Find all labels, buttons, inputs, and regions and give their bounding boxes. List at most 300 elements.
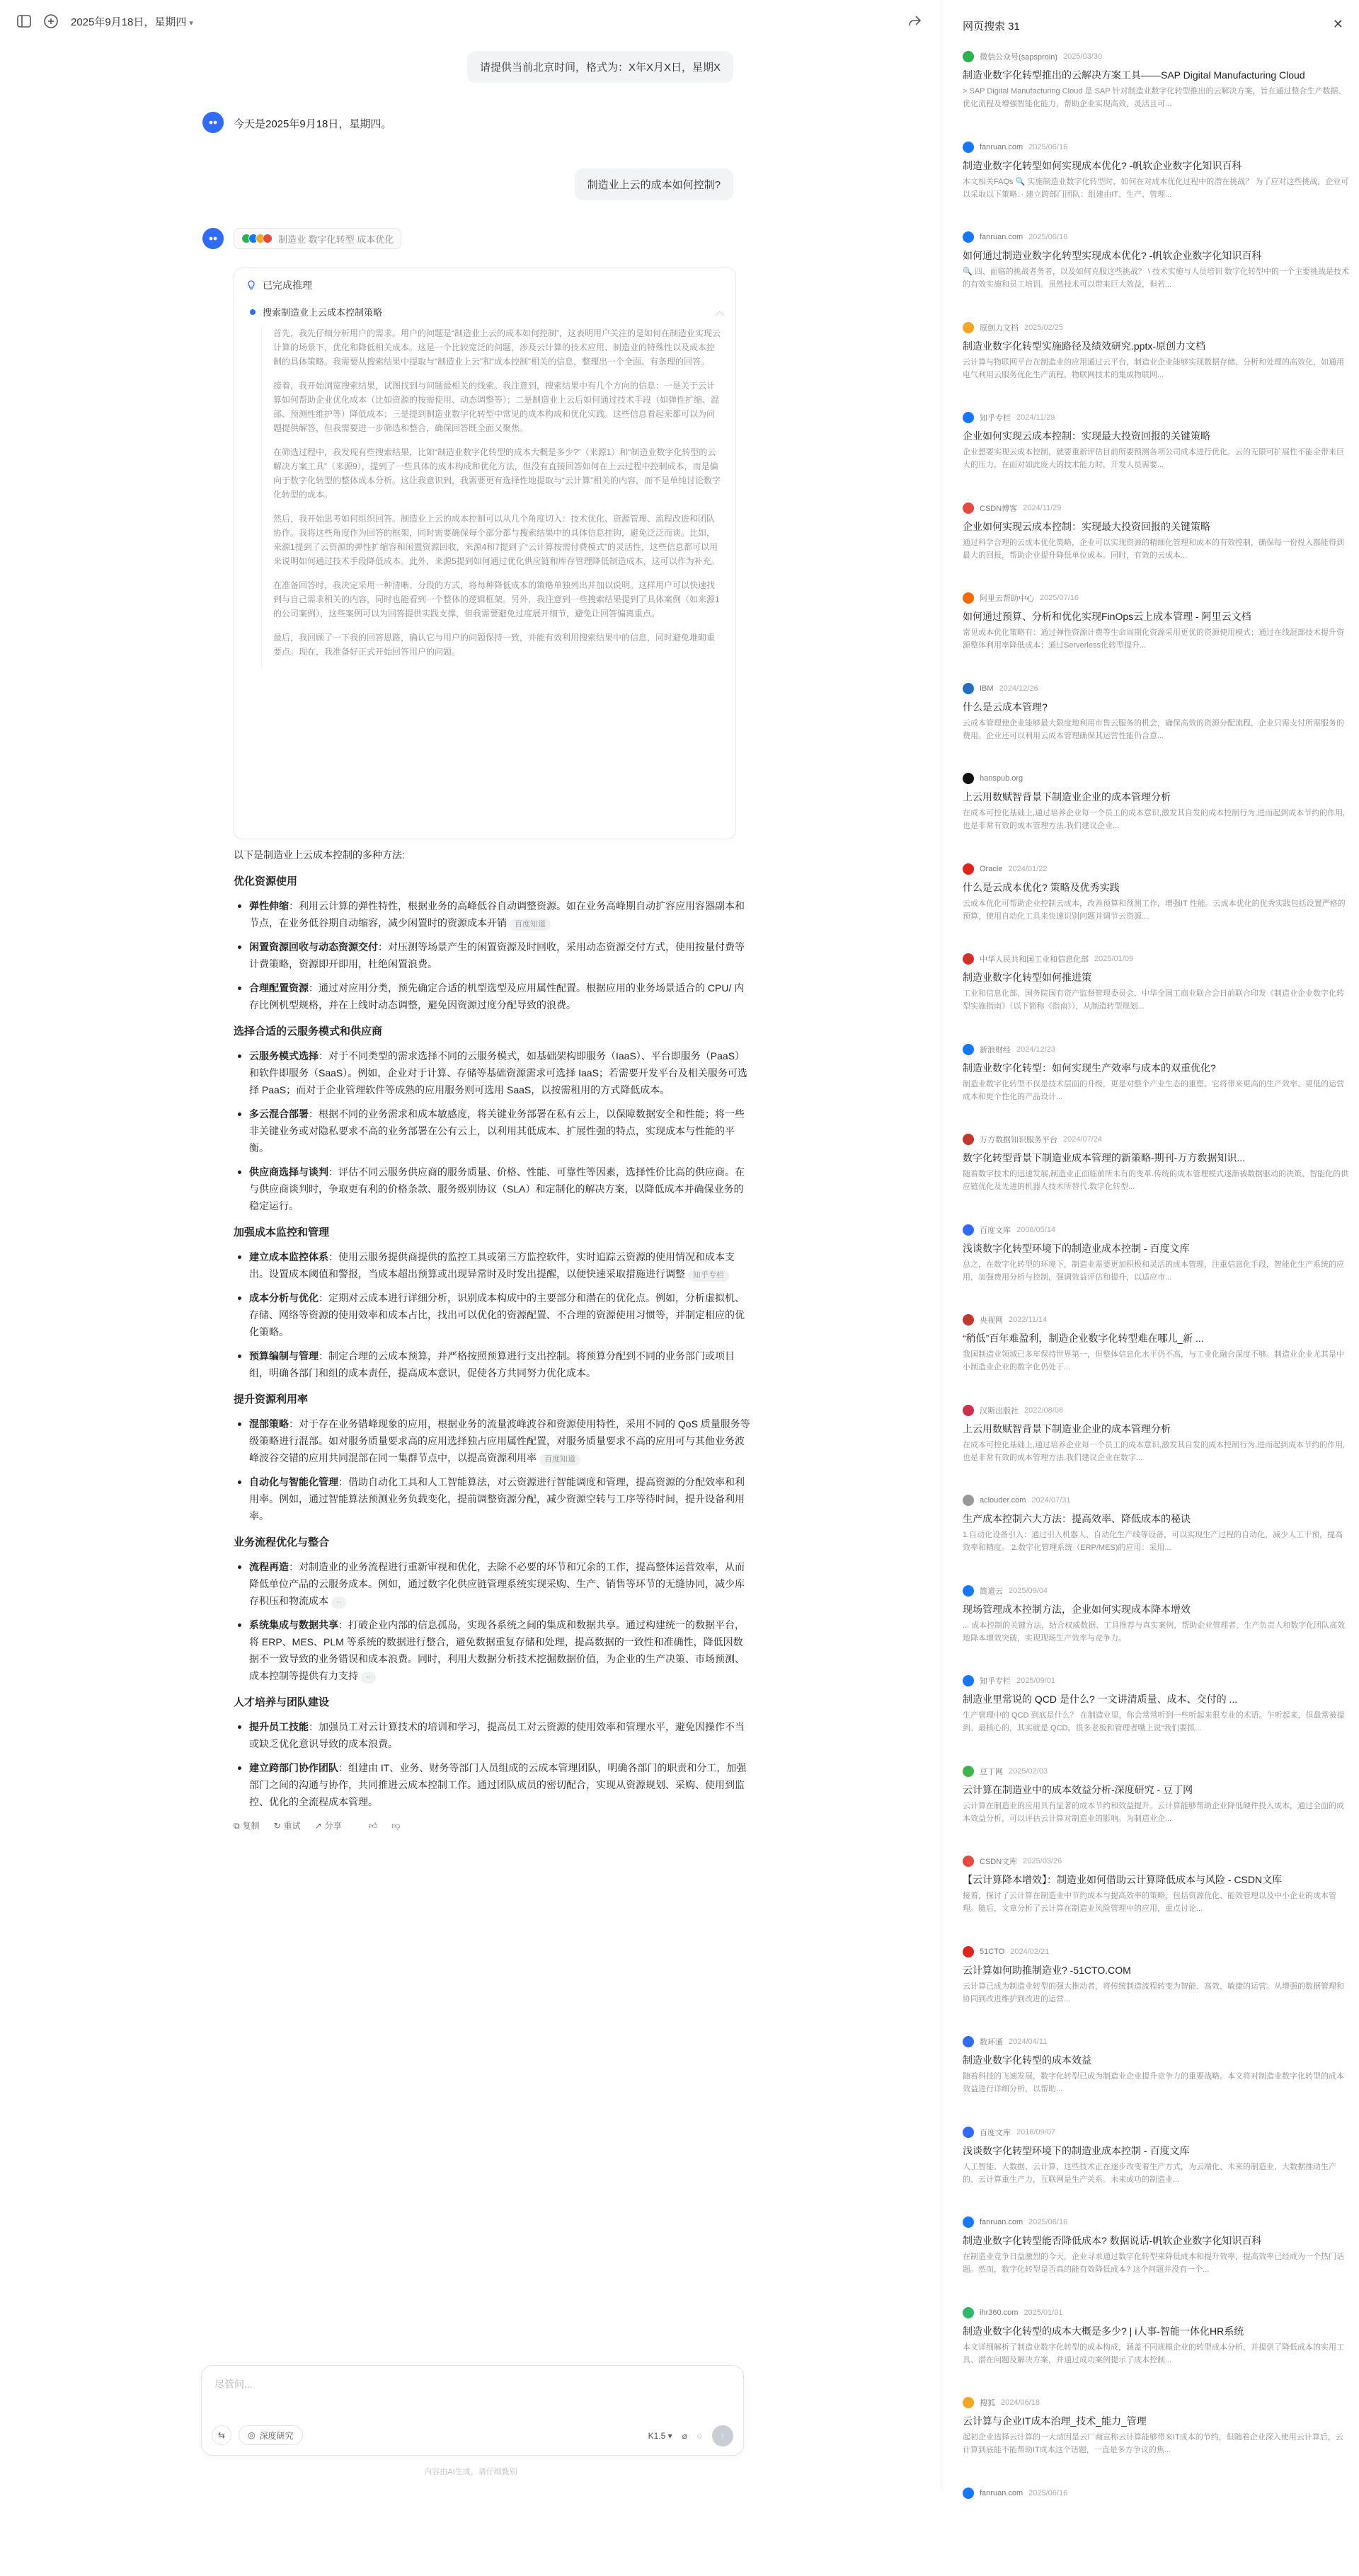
reasoning-header[interactable] bbox=[246, 278, 312, 292]
result-snippet: 人工智能、大数据、云计算，这些技术正在逐步改变着生产方式，为云端化、未来的制造业，大数据推动生产的、云计算重生产力，互联网是生产关系。未来成功的制造业... bbox=[963, 2161, 1349, 2186]
reasoning-paragraph: 首先，我先仔细分析用户的需求。用户的问题是“制造业上云的成本如何控制”，这表明用户关注的是如何在制造业实现云计算的场景下，优化和降低相关成本。这是一个比较宽泛的问题，涉及云计算的技术应用、制造业的特殊性以及成本控制的具体策略。我需要从搜索结果中提取与“制造业上云”和“成本控制”相关的信息，整理出一个全面、有条理的回答。 bbox=[273, 326, 721, 369]
assistant-answer bbox=[234, 846, 750, 1834]
answer-item-text: 根据不同的业务需求和成本敏感度，将关键业务部署在私有云上，以保障数据安全和性能；将一些非关键业务或对隐私要求不高的业务部署在公有云上，以利用其低成本、扩展性强的特点，实现成本与性能的平衡。 bbox=[249, 1108, 745, 1154]
arrow-up-icon: ↑ bbox=[721, 2431, 725, 2441]
search-result-item[interactable] bbox=[963, 2125, 1349, 2216]
result-title[interactable]: 制造业数字化转型如何实现成本优化? -帆软企业数字化知识百科 bbox=[963, 159, 1349, 173]
search-result-item[interactable] bbox=[963, 1403, 1349, 1494]
search-results-list bbox=[963, 50, 1349, 2576]
search-result-item[interactable] bbox=[963, 2486, 1349, 2576]
result-snippet: 🔍 四、面临的挑战者务者，以及如何克服这些挑战？ \ 技术实施与人员培训 数字化转型中的一个主要挑战是技术的有效实施和员工培训。虽然技术可以带来巨大效益，但若... bbox=[963, 265, 1349, 291]
reasoning-paragraph: 在筛选过程中，我发现有些搜索结果，比如“制造业数字化转型的成本大概是多少?”（来源1）和“制造业数字化转型的云解决方案工具”（来源9），提到了一些具体的成本构成和优化方法，但没有直接回答如何在上云过程中控制成本，而是偏向于数字化转型的整体成本分析。这让我意识到，我需要更有选择性地提取与“云计算”相关的内容，而不是单纯讨论数字化转型的成本。 bbox=[273, 445, 721, 502]
answer-item-separator: ： bbox=[319, 1292, 328, 1304]
answer-item-term: 建立成本监控体系 bbox=[249, 1251, 328, 1263]
result-title[interactable]: 制造业数字化转型实施路径及绩效研究.pptx-原创力文档 bbox=[963, 339, 1349, 353]
answer-section-title: 业务流程优化与整合 bbox=[234, 1534, 750, 1551]
result-source: 知乎专栏 bbox=[980, 1675, 1011, 1686]
reasoning-status: 已完成推理 bbox=[263, 278, 312, 292]
result-meta bbox=[963, 1584, 1349, 1598]
result-source: aclouder.com bbox=[980, 1496, 1026, 1505]
screenshot-icon[interactable]: ◌ bbox=[697, 2431, 702, 2441]
result-source: 百度文库 bbox=[980, 1224, 1011, 1236]
result-date: 2022/11/14 bbox=[1009, 1316, 1047, 1324]
answer-item-term: 合理配置资源 bbox=[249, 982, 309, 994]
answer-item-separator: ： bbox=[289, 1561, 299, 1572]
result-date: 2025/02/25 bbox=[1024, 323, 1063, 332]
answer-item-text: 对于存在业务错峰现象的应用，根据业务的流量波峰波谷和资源使用特性，采用不同的 QoS 质量服务等级策略进行混部。如对服务质量要求高的应用选择独占应用属性配置，对服务质量要求不高的应用可与其他业务波峰波谷交错的应用共同混部在同一集群节点中，以提高资源利用率 bbox=[249, 1418, 750, 1464]
result-source: 知乎专栏 bbox=[980, 412, 1011, 423]
source-favicon-icon bbox=[963, 1766, 974, 1777]
source-favicon-icon bbox=[963, 1224, 974, 1236]
result-title[interactable]: 现场管理成本控制方法，企业如何实现成本降本增效 bbox=[963, 1602, 1349, 1616]
answer-item-text: 通过对应用分类，预先确定合适的机型选型及应用属性配置。根据应用的业务场景适合的 CPU/ 内存比例机型规格，并在上线时动态调整，避免因资源过度分配导致的浪费。 bbox=[249, 982, 744, 1011]
search-result-item[interactable] bbox=[963, 1132, 1349, 1223]
answer-item-term: 云服务模式选择 bbox=[249, 1050, 319, 1062]
source-favicons bbox=[241, 234, 273, 243]
source-favicon-icon bbox=[963, 1495, 974, 1506]
search-result-item[interactable] bbox=[963, 1313, 1349, 1403]
answer-list bbox=[234, 1047, 750, 1214]
composer-left-tools bbox=[212, 2425, 303, 2445]
result-source: IBM bbox=[980, 684, 994, 693]
copy-label: 复制 bbox=[243, 1817, 260, 1834]
reasoning-paragraph: 在准备回答时，我决定采用一种清晰、分段的方式，将每种降低成本的策略单独列出并加以说明。这样用户可以快速找到与自己需求相关的内容，同时也能看到一个整体的逻辑框架。另外，我注意到一些搜索结果提到了具体案例（如来源1的公司案例），这些案例可以为回答提供实践支撑，但我需要避免过度展开细节，避免让回答偏离重点。 bbox=[273, 578, 721, 621]
citation-tag[interactable]: 知乎专栏 bbox=[688, 1270, 729, 1282]
result-date: 2024/07/31 bbox=[1031, 1496, 1070, 1505]
result-snippet: 云计算与物联网平台在制造业的应用通过云平台，制造业企业能够实现数据存储、分析和处理的高效化，如通用电气利用云服务优化生产流程，物联网技术的集成物联网... bbox=[963, 356, 1349, 381]
answer-sections bbox=[234, 873, 750, 1810]
result-title[interactable]: 上云用数赋智背景下制造业企业的成本管理分析 bbox=[963, 790, 1349, 804]
result-source: 简道云 bbox=[980, 1585, 1003, 1597]
answer-section-title: 人才培养与团队建设 bbox=[234, 1694, 750, 1711]
result-title[interactable]: 制造业里常说的 QCD 是什么? 一文讲清质量、成本、交付的 ... bbox=[963, 1692, 1349, 1706]
result-source: 央视网 bbox=[980, 1314, 1003, 1326]
citation-tag[interactable]: ·· bbox=[331, 1597, 346, 1609]
answer-list-item bbox=[234, 1289, 750, 1340]
search-result-item[interactable] bbox=[963, 2396, 1349, 2486]
answer-item-text: 借助自动化工具和人工智能算法，对云资源进行智能调度和管理，提高资源的分配效率和利用率。例如，通过智能算法预测业务负载变化，提前调整资源分配，减少资源空转与工序等待时间，提升设备利用率。 bbox=[249, 1476, 745, 1522]
source-favicon-icon bbox=[963, 1044, 974, 1055]
result-source: fanruan.com bbox=[980, 233, 1023, 241]
result-snippet: 在制造业竞争日益激烈的今天，企业寻求通过数字化转型来降低成本和提升效率，提高效率已经成为一个热门话题。然而，数字化转型是否真的能有效降低成本? 这个问题并没有一个... bbox=[963, 2250, 1349, 2276]
result-title[interactable]: 企业如何实现云成本控制：实现最大投资回报的关键策略 bbox=[963, 519, 1349, 534]
web-search-header: 网页搜索 31 bbox=[963, 18, 1020, 33]
result-snippet: > SAP Digital Manufacturing Cloud 是 SAP 针对制造业数字化转型推出的云解决方案，旨在通过整合生产数据、优化流程及增强智能化能力，帮助企业实现高效、灵活且可... bbox=[963, 85, 1349, 110]
search-result-item[interactable] bbox=[963, 1764, 1349, 1855]
answer-item-term: 系统集成与数据共享 bbox=[249, 1619, 338, 1631]
answer-item-separator: ： bbox=[338, 1476, 348, 1488]
source-favicon-icon bbox=[963, 953, 974, 965]
result-date: 2025/01/09 bbox=[1094, 955, 1133, 963]
composer-right-tools bbox=[648, 2425, 733, 2446]
thumbs-down-icon[interactable]: 👎︎ bbox=[391, 1817, 400, 1834]
message-actions bbox=[234, 1817, 750, 1834]
source-favicon-icon bbox=[263, 234, 273, 243]
result-meta bbox=[963, 1132, 1349, 1146]
answer-item-separator: ： bbox=[328, 1166, 338, 1178]
source-favicon-icon bbox=[963, 412, 974, 423]
source-favicon-icon bbox=[963, 1405, 974, 1416]
assistant-logo-icon bbox=[206, 231, 220, 246]
citation-tag[interactable]: 百度知道 bbox=[510, 919, 551, 931]
result-source: 新浪财经 bbox=[980, 1044, 1011, 1055]
result-source: fanruan.com bbox=[980, 143, 1023, 151]
ai-disclaimer: 内容由AI生成，请仔细甄别 bbox=[0, 2466, 941, 2477]
retry-button[interactable] bbox=[274, 1817, 301, 1834]
source-favicon-icon bbox=[963, 502, 974, 514]
result-snippet: 随着数字技术的迅速发展,制造业正面临前所未有的变革.传统的成本管理模式逐渐被数据驱动的决策、智能化的供应链优化及先进的机器人技术所替代.数字化转型... bbox=[963, 1168, 1349, 1193]
result-title[interactable]: 【云计算降本增效】：制造业如何借助云计算降低成本与风险 - CSDN文库 bbox=[963, 1873, 1349, 1887]
reasoning-paragraph: 最后，我回顾了一下我的回答思路，确认它与用户的问题保持一致，并能有效利用搜索结果中的信息，同时避免堆砌重要点。现在，我准备好正式开始回答用户的问题。 bbox=[273, 631, 721, 659]
result-date: 2025/06/16 bbox=[1028, 143, 1067, 151]
answer-item-separator: ： bbox=[319, 1350, 328, 1362]
source-favicon-icon bbox=[963, 231, 974, 243]
result-title[interactable]: 浅谈数字化转型环境下的制造业成本控制 - 百度文库 bbox=[963, 1241, 1349, 1255]
result-date: 2024/02/21 bbox=[1010, 1948, 1049, 1956]
answer-list-item bbox=[234, 1163, 750, 1214]
result-title[interactable]: 云计算与企业IT成本治理_技术_能力_管理 bbox=[963, 2414, 1349, 2428]
result-date: 2024/06/18 bbox=[1001, 2398, 1040, 2407]
result-source: fanruan.com bbox=[980, 2218, 1023, 2226]
search-result-item[interactable] bbox=[963, 952, 1349, 1042]
result-title[interactable]: 企业如何实现云成本控制：实现最大投资回报的关键策略 bbox=[963, 429, 1349, 443]
source-favicon-icon bbox=[963, 1585, 974, 1597]
answer-list bbox=[234, 1558, 750, 1684]
result-date: 2025/03/30 bbox=[1063, 52, 1102, 61]
result-meta bbox=[963, 2306, 1349, 2320]
result-source: 阿里云帮助中心 bbox=[980, 592, 1034, 604]
source-favicon-icon bbox=[963, 2397, 974, 2408]
answer-item-term: 提升员工技能 bbox=[249, 1721, 309, 1732]
result-snippet: 在成本可控化基础上,通过培养企业每一个员工的成本意识,激发其自发的成本控制行为,进而起到成本节约的作用,也是非常有效的成本管理方法.我们建议企业在数字... bbox=[963, 1439, 1349, 1464]
source-favicon-icon bbox=[963, 683, 974, 694]
source-favicon-icon bbox=[963, 1856, 974, 1867]
result-source: fanruan.com bbox=[980, 2489, 1023, 2497]
search-result-item[interactable] bbox=[963, 771, 1349, 862]
source-favicon-icon bbox=[963, 1675, 974, 1686]
answer-list-item bbox=[234, 1759, 750, 1810]
result-meta bbox=[963, 230, 1349, 244]
answer-item-separator: ： bbox=[328, 1251, 338, 1263]
answer-item-text: 对压测等场景产生的闲置资源及时回收，采用动态资源交付方式，使用按量付费等计费策略，资源即开即用，杜绝闲置浪费。 bbox=[249, 941, 745, 970]
deep-research-icon: ◎ bbox=[248, 2430, 255, 2440]
result-meta bbox=[963, 682, 1349, 696]
reasoning-step[interactable] bbox=[250, 305, 724, 318]
answer-item-separator: ： bbox=[319, 1050, 328, 1062]
result-date: 2024/11/29 bbox=[1016, 413, 1055, 422]
result-meta bbox=[963, 2125, 1349, 2139]
result-title[interactable]: 云计算如何助推制造业? -51CTO.COM bbox=[963, 1963, 1349, 1977]
answer-item-text: 定期对云成本进行详细分析，识别成本构成中的主要部分和潜在的优化点。例如，分析虚拟机、存储、网络等资源的使用效率和成本占比，找出可以优化的资源配置、不合理的资源使用习惯等，并制定相应的优化策略。 bbox=[249, 1292, 745, 1338]
answer-item-separator: ： bbox=[338, 1619, 348, 1631]
search-result-item[interactable] bbox=[963, 230, 1349, 321]
result-snippet: 随着科技的飞速发展，数字化转型已成为制造业企业提升竞争力的重要战略。本文将对制造业数字化转型的成本效益进行详细分析，以帮助... bbox=[963, 2070, 1349, 2095]
composer bbox=[201, 2365, 744, 2456]
web-search-panel bbox=[953, 0, 1359, 2488]
answer-list-item bbox=[234, 1415, 750, 1466]
step-dot-icon bbox=[250, 309, 256, 315]
reasoning-paragraph: 然后，我开始思考如何组织回答。制造业上云的成本控制可以从几个角度切入：技术优化、资源管理、流程改进和团队协作。我将这些角度作为回答的框架，同时需要确保每个部分都与搜索结果中的具体信息挂钩，避免泛泛而谈。比如，来源1提到了云资源的弹性扩缩容和闲置资源回收，来源4和7提到了“云计算按需付费模式”的灵活性，这些信息都可以用来说明如何通过技术手段降低成本。此外，来源5提到如何通过优化供应链和库存管理降低制造成本，这可以作为补充。 bbox=[273, 512, 721, 568]
answer-item-term: 流程再造 bbox=[249, 1561, 289, 1572]
search-result-item[interactable] bbox=[963, 2306, 1349, 2396]
result-meta bbox=[963, 1764, 1349, 1778]
conversation-title[interactable] bbox=[71, 14, 193, 29]
source-favicon-icon bbox=[963, 142, 974, 153]
result-meta bbox=[963, 1493, 1349, 1507]
result-source: Oracle bbox=[980, 865, 1002, 873]
deep-research-button[interactable] bbox=[239, 2425, 303, 2445]
result-date: 2025/07/16 bbox=[1040, 594, 1079, 602]
result-title[interactable]: 制造业数字化转型如何推进策 bbox=[963, 970, 1349, 984]
result-date: 2025/06/16 bbox=[1028, 233, 1067, 241]
answer-intro: 以下是制造业上云成本控制的多种方法: bbox=[234, 846, 750, 863]
result-meta bbox=[963, 410, 1349, 425]
result-snippet: 起初企业选择云计算的一大动因是云厂商宣称云计算能够带来IT成本的节约，但随着企业深入使用云计算后，云计算到底能不能帮助IT成本这个话题，一直是多方争议的焦... bbox=[963, 2431, 1349, 2456]
close-icon[interactable]: ✕ bbox=[1333, 17, 1343, 32]
chevron-up-icon[interactable]: ︿ bbox=[716, 305, 724, 317]
message-input[interactable] bbox=[214, 2377, 724, 2405]
answer-list-item bbox=[234, 1558, 750, 1609]
result-source: 万方数据知识服务平台 bbox=[980, 1134, 1057, 1145]
result-source: 原创力文档 bbox=[980, 322, 1019, 333]
result-snippet: 本文相关FAQs 🔍 实施制造业数字化转型时，如何在对成本优化过程中的潜在挑战？ 为了应对这些挑战，企业可以采取以下策略：· 建立跨部门团队：组建由IT、生产、管理... bbox=[963, 176, 1349, 201]
result-title[interactable]: 制造业数字化转型的成本大概是多少? | i人事-智能一体化HR系统 bbox=[963, 2324, 1349, 2338]
share-small-icon: ↗ bbox=[315, 1817, 322, 1834]
result-title[interactable]: 如何通过预算、分析和优化实现FinOps云上成本管理 - 阿里云文档 bbox=[963, 609, 1349, 623]
result-date: 2025/01/01 bbox=[1023, 2308, 1062, 2317]
result-title[interactable]: “稍低”百年难盈利，制造企业数字化转型难在哪儿_新 ... bbox=[963, 1331, 1349, 1345]
assistant-avatar bbox=[202, 228, 224, 249]
user-message: 请提供当前北京时间，格式为：X年X月X日，星期X bbox=[467, 51, 733, 83]
result-title[interactable]: 云计算在制造业中的成本效益分析-深度研究 - 豆丁网 bbox=[963, 1783, 1349, 1797]
result-meta bbox=[963, 771, 1349, 786]
result-source: 51CTO bbox=[980, 1948, 1004, 1956]
search-result-item[interactable] bbox=[963, 1674, 1349, 1764]
search-result-item[interactable] bbox=[963, 2215, 1349, 2306]
result-title[interactable]: 上云用数赋智背景下制造业企业的成本管理分析 bbox=[963, 1422, 1349, 1436]
search-result-item[interactable] bbox=[963, 1854, 1349, 1945]
result-date: 2018/09/07 bbox=[1016, 2128, 1055, 2137]
result-source: 中华人民共和国工业和信息化部 bbox=[980, 953, 1089, 965]
answer-item-text: 利用云计算的弹性特性，根据业务的高峰低谷自动调整资源。如在业务高峰期自动扩容应用容器副本和节点，在业务低谷期自动缩容，减少闲置时的资源成本开销 bbox=[249, 900, 745, 928]
result-snippet: 制造业数字化转型不仅是技术层面的升级，更是对整个产业生态的重塑。它将带来更高的生产效率、更低的运营成本和更个性化的产品设计... bbox=[963, 1078, 1349, 1103]
result-snippet: 在成本可控化基础上,通过培养企业每一个员工的成本意识,激发其自发的成本控制行为,进而起到成本节约的作用,也是非常有效的成本管理方法.我们建议企业... bbox=[963, 807, 1349, 832]
search-result-item[interactable] bbox=[963, 501, 1349, 592]
result-title[interactable]: 制造业数字化转型的成本效益 bbox=[963, 2053, 1349, 2067]
answer-item-separator: ： bbox=[309, 982, 319, 994]
result-meta bbox=[963, 1674, 1349, 1688]
answer-item-term: 自动化与智能化管理 bbox=[249, 1476, 338, 1488]
answer-item-separator: ： bbox=[309, 1721, 319, 1732]
tools-button[interactable] bbox=[212, 2425, 231, 2445]
result-date: 2024/12/26 bbox=[999, 684, 1038, 693]
send-button[interactable] bbox=[712, 2425, 733, 2446]
answer-item-term: 成本分析与优化 bbox=[249, 1292, 319, 1304]
result-snippet: 云成本管理使企业能够最大限度地利用市售云服务的机会，确保高效的资源分配流程，企业只需支付所需服务的费用。企业还可以利用云成本管理确保其运营性能仍合意... bbox=[963, 717, 1349, 742]
result-meta bbox=[963, 952, 1349, 966]
result-title[interactable]: 生产成本控制六大方法：提高效率、降低成本的秘诀 bbox=[963, 1512, 1349, 1526]
answer-section-title: 提升资源利用率 bbox=[234, 1391, 750, 1408]
search-result-item[interactable] bbox=[963, 410, 1349, 501]
result-title[interactable]: 制造业数字化转型推出的云解决方案工具——SAP Digital Manufacturing Cloud bbox=[963, 68, 1349, 82]
result-meta bbox=[963, 2215, 1349, 2229]
answer-item-term: 预算编制与管理 bbox=[249, 1350, 319, 1362]
result-source: 微信公众号(sapsproin) bbox=[980, 51, 1057, 62]
result-meta bbox=[963, 1223, 1349, 1237]
result-snippet: 总之，在数字化转型的环境下，制造业需要更加积极和灵活的成本管理，注重信息化手段，智能化生产系统的应用，加强费用分析与控制，强调效益评估和提升，以适应市... bbox=[963, 1258, 1349, 1284]
answer-item-term: 多云混合部署 bbox=[249, 1108, 309, 1120]
citation-tag[interactable]: 百度知道 bbox=[539, 1454, 580, 1466]
thumbs-up-icon[interactable]: 👍︎ bbox=[369, 1817, 378, 1834]
result-snippet: 我国制造业领域已多年保持世界第一，但整体信息化水平仍不高，与工业化融合深度不够。制造业企业尤其是中小制造业企业的数字化仍处于... bbox=[963, 1348, 1349, 1374]
result-meta bbox=[963, 1313, 1349, 1327]
model-selector[interactable] bbox=[648, 2431, 672, 2441]
assistant-message: 今天是2025年9月18日，星期四。 bbox=[234, 116, 391, 131]
result-date: 2024/04/11 bbox=[1009, 2037, 1047, 2046]
result-title[interactable]: 数字化转型背景下制造业成本管理的新策略-期刊-万方数据知识... bbox=[963, 1151, 1349, 1165]
chevron-down-icon: ▾ bbox=[189, 19, 193, 28]
result-title[interactable]: 制造业数字化转型：如何实现生产效率与成本的双重优化? bbox=[963, 1061, 1349, 1075]
search-result-item[interactable] bbox=[963, 2035, 1349, 2125]
search-result-item[interactable] bbox=[963, 140, 1349, 231]
result-date: 2024/11/29 bbox=[1023, 504, 1061, 512]
search-result-item[interactable] bbox=[963, 321, 1349, 411]
answer-item-text: 制定合理的云成本预算，并严格按照预算进行支出控制。将预算分配到不同的业务部门或项目组，明确各部门和组的成本责任，提高成本意识，促使各方共同努力优化成本。 bbox=[249, 1350, 735, 1379]
search-result-item[interactable] bbox=[963, 1223, 1349, 1313]
result-meta bbox=[963, 2396, 1349, 2410]
result-meta bbox=[963, 2486, 1349, 2500]
source-favicon-icon bbox=[963, 1134, 974, 1145]
source-favicon-icon bbox=[963, 2036, 974, 2047]
answer-list bbox=[234, 1248, 750, 1381]
answer-list-item bbox=[234, 897, 750, 931]
answer-item-term: 供应商选择与谈判 bbox=[249, 1166, 328, 1178]
top-bar bbox=[0, 0, 941, 42]
result-meta bbox=[963, 1854, 1349, 1868]
source-favicon-icon bbox=[963, 2307, 974, 2318]
answer-item-term: 弹性伸缩 bbox=[249, 900, 289, 912]
result-title[interactable]: 什么是云成本优化? 策略及优秀实践 bbox=[963, 880, 1349, 895]
tools-icon: ⇆ bbox=[218, 2430, 225, 2440]
reasoning-paragraphs bbox=[261, 326, 721, 669]
source-favicon-icon bbox=[963, 863, 974, 875]
source-favicon-icon bbox=[963, 51, 974, 62]
answer-section-title: 优化资源使用 bbox=[234, 873, 750, 890]
answer-item-text: 使用云服务提供商提供的监控工具或第三方监控软件，实时追踪云资源的使用情况和成本支出。设置成本阈值和警报，当成本超出预算或出现异常时及时发出提醒，以便快速采取措施进行调整 bbox=[249, 1251, 735, 1280]
answer-item-text: 对制造业的业务流程进行重新审视和优化，去除不必要的环节和冗余的工作，提高整体运营效率，从而降低单位产品的云服务成本。例如，通过数字化供应链管理系统实现采购、生产、销售等环节的无缝协同，减少库存积压和物流成本 bbox=[249, 1561, 745, 1606]
result-snippet: 1.自动化设备引入：通过引入机器人、自动化生产线等设备，可以实现生产过程的自动化，减少人工干预，提高效率和精度。 2.数字化管理系统（ERP/MES)的应用：采用... bbox=[963, 1529, 1349, 1554]
answer-item-separator: ： bbox=[289, 1418, 299, 1430]
result-snippet: 云计算在制造业的应用具有显著的成本节约和效益提升。云计算能够帮助企业降低硬件投入成本，通过全面的成本效益分析，可以评估云计算对制造业的影响。为制造业企... bbox=[963, 1800, 1349, 1825]
answer-list bbox=[234, 1718, 750, 1810]
result-meta bbox=[963, 321, 1349, 335]
reasoning-panel bbox=[234, 268, 736, 839]
share-label: 分享 bbox=[325, 1817, 342, 1834]
answer-section-title: 选择合适的云服务模式和供应商 bbox=[234, 1023, 750, 1040]
answer-list-item bbox=[234, 1248, 750, 1282]
attach-icon[interactable]: ⌀ bbox=[682, 2431, 687, 2441]
answer-list-item bbox=[234, 1047, 750, 1098]
answer-list-item bbox=[234, 1347, 750, 1381]
reasoning-step-label: 搜索制造业上云成本控制策略 bbox=[263, 305, 382, 318]
result-meta bbox=[963, 862, 1349, 876]
answer-item-separator: ： bbox=[309, 1108, 319, 1120]
assistant-avatar bbox=[202, 112, 224, 133]
search-sources-chip[interactable] bbox=[234, 228, 401, 249]
result-snippet: 本文详细解析了制造业数字化转型的成本构成，涵盖不同规模企业的转型成本分析，并提供了降低成本的实用工具、潜在问题及解决方案，并通过成功案例提示了成本控制... bbox=[963, 2341, 1349, 2367]
answer-item-term: 建立跨部门协作团队 bbox=[249, 1762, 338, 1773]
search-result-item[interactable] bbox=[963, 591, 1349, 682]
sidebar-toggle-icon[interactable] bbox=[16, 13, 33, 30]
source-favicon-icon bbox=[963, 322, 974, 333]
result-title[interactable]: 如何通过制造业数字化转型实现成本优化? -帆软企业数字化知识百科 bbox=[963, 248, 1349, 263]
result-title[interactable]: 什么是云成本管理? bbox=[963, 700, 1349, 714]
search-result-item[interactable] bbox=[963, 862, 1349, 953]
search-result-item[interactable] bbox=[963, 1042, 1349, 1133]
search-result-item[interactable] bbox=[963, 1584, 1349, 1674]
search-result-item[interactable] bbox=[963, 50, 1349, 140]
reasoning-paragraph: 接着，我开始浏览搜索结果，试图找到与问题最相关的线索。我注意到，搜索结果中有几个方向的信息：一是关于云计算如何帮助企业优化成本（比如资源的按需使用、动态调整等）；二是制造业上云后如何通过技术手段（如弹性扩缩、混部、预测性维护等）降低成本；三是提到制造业数字化转型中常见的成本构成和优化实践。这些信息看起来都可以为问题提供解答，但我需要进一步筛选和整合，确保回答既全面又聚焦。 bbox=[273, 379, 721, 435]
result-title[interactable]: 制造业数字化转型能否降低成本? 数据说话-帆软企业数字化知识百科 bbox=[963, 2233, 1349, 2248]
answer-list bbox=[234, 1415, 750, 1524]
result-snippet: 通过科学合理的云成本优化策略，企业可以实现资源的精细化管理和成本的有效控制，确保每一份投入都能得到最大的回报，帮助企业提升降低单位成本。同时，有效的云成本... bbox=[963, 536, 1349, 562]
result-title[interactable]: 浅谈数字化转型环境下的制造业成本控制 - 百度文库 bbox=[963, 2144, 1349, 2158]
user-message: 制造业上云的成本如何控制? bbox=[575, 168, 733, 200]
answer-list-item bbox=[234, 1718, 750, 1752]
result-snippet: 常见成本优化策略有：通过弹性资源计费等生命周期化资源采用更优的资源使用模式；通过在线混部技术提升资源整体利用率降低成本；通过Serverless化转型提升... bbox=[963, 626, 1349, 652]
citation-tag[interactable]: ·· bbox=[361, 1672, 376, 1684]
result-source: 豆丁网 bbox=[980, 1766, 1003, 1777]
conversation-title-text: 2025年9月18日，星期四 bbox=[71, 16, 186, 28]
copy-icon: ⧉ bbox=[234, 1817, 240, 1834]
answer-item-separator: ： bbox=[378, 941, 388, 953]
result-date: 2025/06/16 bbox=[1028, 2489, 1067, 2497]
copy-button[interactable] bbox=[234, 1817, 260, 1834]
share-button[interactable] bbox=[315, 1817, 342, 1834]
source-favicon-icon bbox=[963, 773, 974, 784]
answer-list-item bbox=[234, 1616, 750, 1684]
answer-section-title: 加强成本监控和管理 bbox=[234, 1224, 750, 1241]
answer-list-item bbox=[234, 1105, 750, 1156]
source-favicon-icon bbox=[963, 2127, 974, 2138]
result-snippet: 接着，探讨了云计算在制造业中节约成本与提高效率的策略，包括资源优化、能效管理以及中小企业的成本管理。随后，文章分析了云计算在制造业风险管理中的应用，重点讨论... bbox=[963, 1890, 1349, 1915]
result-date: 2008/05/14 bbox=[1016, 1226, 1055, 1234]
result-source: CSDN文库 bbox=[980, 1856, 1017, 1867]
result-meta bbox=[963, 140, 1349, 154]
share-icon[interactable] bbox=[906, 13, 923, 30]
result-meta bbox=[963, 50, 1349, 64]
search-result-item[interactable] bbox=[963, 682, 1349, 772]
result-snippet: ... 成本控制的关键方法，结合权威数据、工具推荐与真实案例，帮助企业管理者、生产负责人和数字化团队高效地降本增效突破，实现现场生产效率与竞争力。 bbox=[963, 1619, 1349, 1645]
result-date: 2025/02/03 bbox=[1009, 1767, 1048, 1776]
result-snippet: 云成本优化可帮助企业控制云成本，改善预算和预测工作，增强IT 性能。云成本优化的优秀实践包括设置严格的预算，使用自动化工具来快速识别问题并调节云资源... bbox=[963, 897, 1349, 923]
result-source: ihr360.com bbox=[980, 2308, 1018, 2317]
result-meta bbox=[963, 591, 1349, 605]
result-date: 2024/01/22 bbox=[1008, 865, 1047, 873]
result-snippet: 生产管理中的 QCD 到底是什么？ 在制造业里，你会常常听到一些听起来很专业的术语。乍听起来，但最常被提到、最核心的，其实就是 QCD。很多老板和管理者嘴上说“我们要抓... bbox=[963, 1709, 1349, 1735]
answer-item-text: 评估不同云服务供应商的服务质量、价格、性能、可靠性等因素，选择性价比高的供应商。在与供应商谈判时，争取更有利的价格条款、服务级别协议（SLA）和定制化的解决方案，以降低成本并确保业务的稳定运行。 bbox=[249, 1166, 745, 1212]
search-result-item[interactable] bbox=[963, 1493, 1349, 1584]
search-result-item[interactable] bbox=[963, 1945, 1349, 2035]
chevron-down-icon: ▾ bbox=[668, 2431, 672, 2441]
result-date: 2025/09/01 bbox=[1016, 1677, 1055, 1685]
deep-research-label: 深度研究 bbox=[260, 2430, 294, 2442]
result-date: 2024/07/24 bbox=[1063, 1135, 1102, 1144]
result-date: 2022/08/08 bbox=[1024, 1406, 1063, 1415]
new-chat-icon[interactable] bbox=[42, 13, 59, 30]
result-source: 汉斯出版社 bbox=[980, 1405, 1019, 1416]
retry-label: 重试 bbox=[284, 1817, 301, 1834]
